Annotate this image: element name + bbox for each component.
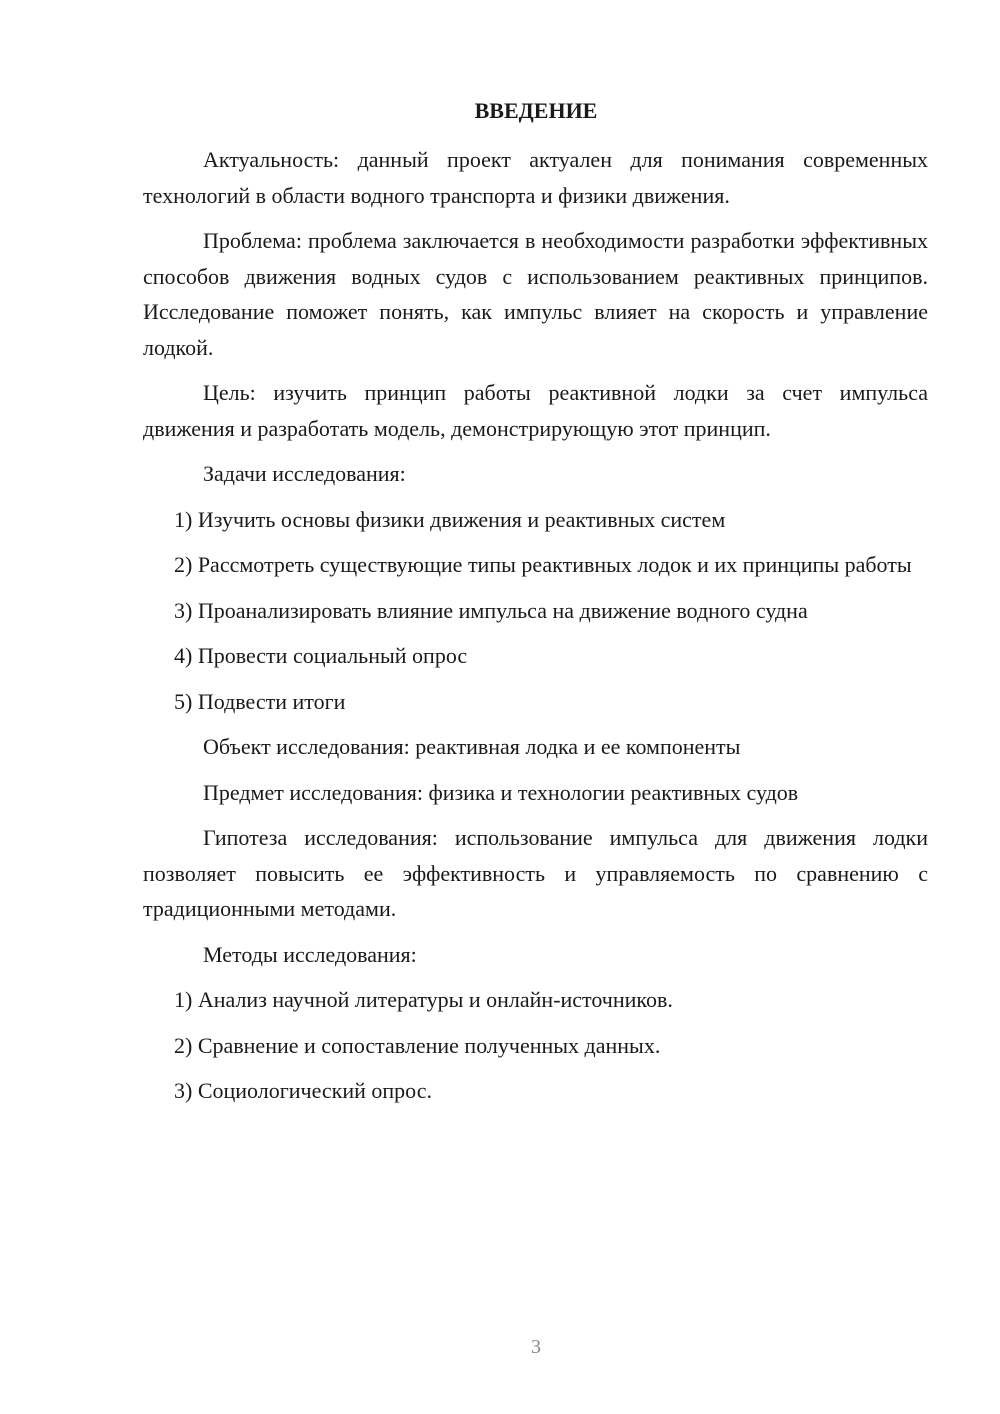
object-paragraph: Объект исследования: реактивная лодка и ее компоненты xyxy=(203,734,741,759)
task-item: 4) Провести социальный опрос xyxy=(174,643,468,668)
relevance-paragraph: Актуальность: данный проект актуален для понимания современных технологий в области водного транспорта и физики движения. xyxy=(143,147,928,208)
hypothesis-paragraph: Гипотеза исследования: использование импульса для движения лодки позволяет повысить ее эффективность и управляемость по сравнению с традиционными методами. xyxy=(143,825,928,921)
task-item: 5) Подвести итоги xyxy=(174,688,346,714)
method-item: 1) Анализ научной литературы и онлайн-источников. xyxy=(174,987,673,1012)
methods-heading: Методы исследования: xyxy=(203,941,417,967)
section-heading: ВВЕДЕНИЕ xyxy=(474,98,598,123)
method-item: 2) Сравнение и сопоставление полученных данных. xyxy=(174,1032,661,1058)
task-item: 1) Изучить основы физики движения и реактивных систем xyxy=(174,506,726,532)
tasks-heading: Задачи исследования: xyxy=(203,461,406,486)
task-item: 2) Рассмотреть существующие типы реактивных лодок и их принципы работы xyxy=(174,552,912,577)
subject-paragraph: Предмет исследования: физика и технологии реактивных судов xyxy=(203,779,799,805)
method-item: 3) Социологический опрос. xyxy=(174,1078,432,1103)
goal-paragraph: Цель: изучить принцип работы реактивной лодки за счет импульса движения и разработать модель, демонстрирующую этот принцип. xyxy=(143,380,928,441)
document-body xyxy=(143,142,928,1119)
problem-paragraph: Проблема: проблема заключается в необходимости разработки эффективных способов движения водных судов с использованием реактивных принципов. Исследование поможет понять, как импульс влияет на скорость и управление лодкой. xyxy=(143,228,928,360)
page-number: 3 xyxy=(531,1336,541,1358)
task-item: 3) Проанализировать влияние импульса на движение водного судна xyxy=(174,597,808,623)
